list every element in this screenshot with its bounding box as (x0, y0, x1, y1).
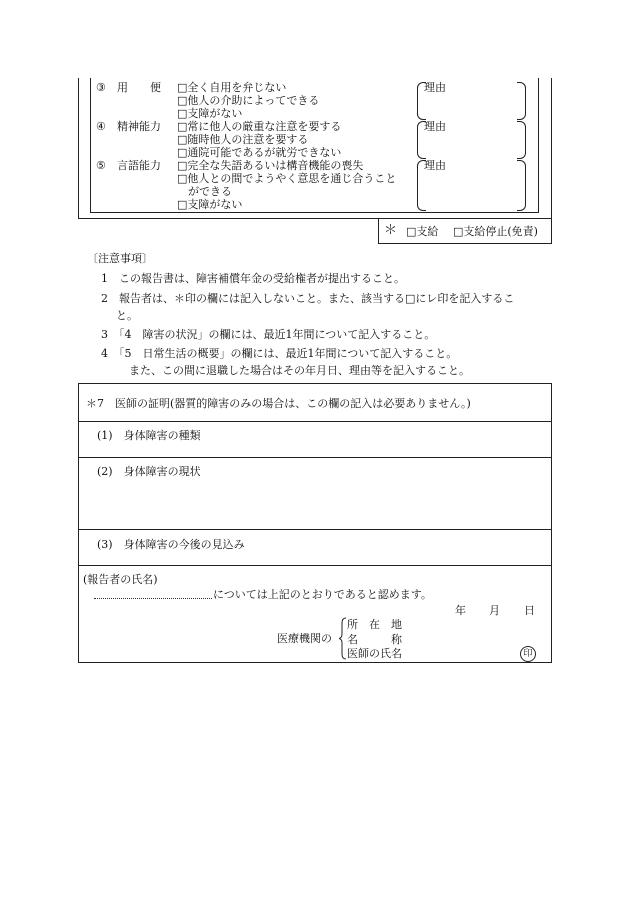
grant-checkbox[interactable]: □支給 (406, 225, 439, 238)
option-checkbox[interactable]: □随時他人の注意を要する (177, 133, 309, 146)
item-label: 用 便 (117, 81, 161, 94)
date-year: 年 (455, 604, 466, 617)
option-continuation: ができる (177, 185, 232, 198)
reason-bracket-right (517, 160, 526, 211)
reason-label: 理由 (424, 120, 446, 133)
section-disability-type: (1) 身体障害の種類 (97, 429, 201, 442)
note-line: 1 この報告書は、障害補償年金の受給権者が提出すること。 (101, 272, 405, 285)
option-checkbox[interactable]: □支障がない (177, 198, 243, 211)
item-label: 言語能力 (117, 159, 161, 172)
reason-label: 理由 (424, 159, 446, 172)
institution-name-label: 名 称 (347, 633, 402, 646)
option-checkbox[interactable]: □完全な失語あるいは構音機能の喪失 (177, 159, 364, 172)
item-label: 精神能力 (117, 120, 161, 133)
note-line: 3 「4 障害の状況」の欄には、最近1年間について記入すること。 (101, 328, 436, 341)
note-line: 4 「5 日常生活の概要」の欄には、最近1年間について記入すること。 (101, 347, 458, 360)
item-number: ③ (96, 81, 106, 94)
certification-statement: については上記のとおりであると認めます。 (213, 588, 432, 601)
note-line: 2 報告者は、＊印の欄には記入しないこと。また、該当する□にレ印を記入するこ (101, 292, 515, 305)
option-checkbox[interactable]: □常に他人の厳重な注意を要する (177, 120, 342, 133)
note-line: また、この間に退職した場合はその年月日、理由等を記入すること。 (129, 364, 470, 377)
note-line: と。 (116, 309, 138, 322)
certificate-header: ＊7 医師の証明(器質的障害のみの場合は、この欄の記入は必要ありません。) (86, 397, 471, 410)
inner-bottom-border (90, 212, 539, 213)
option-checkbox[interactable]: □他人との間でようやく意思を通じ合うこと (177, 172, 397, 185)
date-day: 日 (524, 604, 535, 617)
reason-bracket-right (517, 121, 526, 159)
inner-right-border (538, 78, 539, 213)
reason-bracket-right (517, 82, 526, 120)
reporter-name-field[interactable] (94, 598, 212, 599)
section-disability-outlook: (3) 身体障害の今後の見込み (97, 538, 245, 551)
doctor-name-label: 医師の氏名 (347, 647, 402, 660)
outer-left-border (78, 78, 79, 218)
item-number: ⑤ (96, 159, 106, 172)
institution-prefix: 医療機関の (277, 632, 332, 645)
star-mark: ＊ (384, 223, 398, 238)
item-number: ④ (96, 120, 106, 133)
option-checkbox[interactable]: □支障がない (177, 107, 243, 120)
address-label: 所 在 地 (347, 618, 402, 631)
brace-icon (339, 617, 347, 660)
section-disability-status: (2) 身体障害の現状 (97, 465, 201, 478)
reason-label: 理由 (424, 81, 446, 94)
date-month: 月 (489, 604, 500, 617)
reporter-name-label: (報告者の氏名) (83, 573, 158, 586)
option-checkbox[interactable]: □全く自用を弁じない (177, 81, 287, 94)
option-checkbox[interactable]: □他人の介助によってできる (177, 94, 320, 107)
outer-bottom-border (78, 218, 552, 219)
inner-left-border (90, 78, 91, 213)
notes-title: 〔注意事項〕 (87, 252, 153, 265)
option-checkbox[interactable]: □通院可能であるが就労できない (177, 146, 342, 159)
stop-checkbox[interactable]: □支給停止(免責) (453, 225, 538, 238)
seal-icon: 印 (520, 646, 536, 662)
